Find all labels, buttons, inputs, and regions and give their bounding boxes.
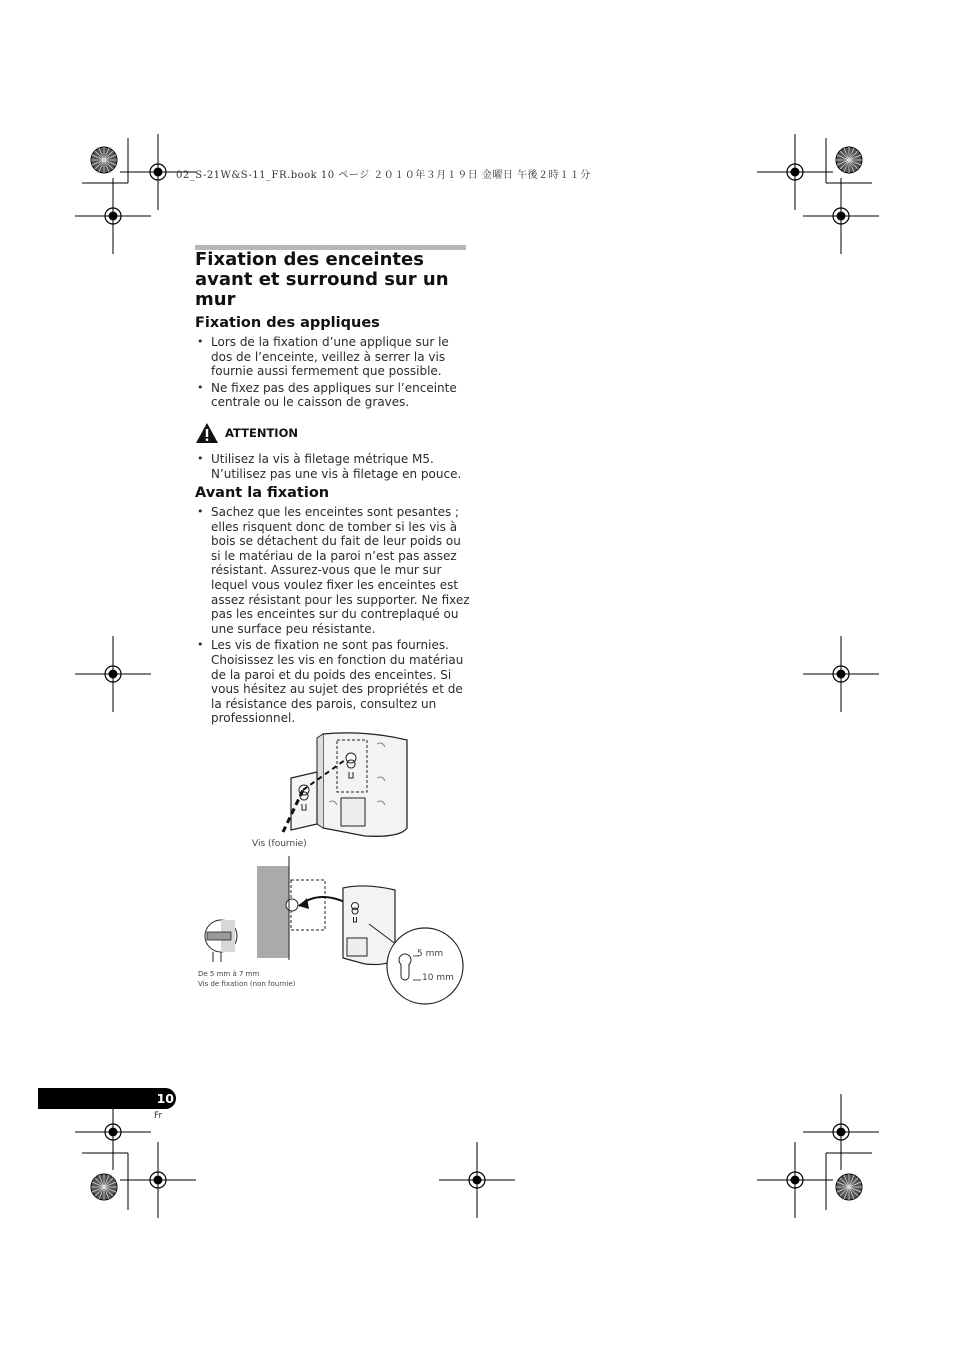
page-number: 10	[156, 1091, 174, 1106]
subsection-brackets	[195, 314, 470, 410]
subsection-heading: Fixation des appliques	[195, 315, 380, 331]
fixing-screw-caption: Vis de fixation (non fournie)	[198, 980, 296, 988]
keyhole-detail	[387, 928, 463, 1004]
caution-list	[195, 452, 470, 481]
color-target-icon	[91, 147, 117, 173]
registration-mark-icon	[803, 636, 879, 712]
screw-supplied-caption: Vis (fournie)	[252, 839, 307, 849]
warning-triangle-icon	[195, 422, 219, 444]
depth-caption: De 5 mm à 7 mm	[198, 970, 260, 978]
list-item: • Ne fixez pas des appliques sur l’enceinte centrale ou le caisson de graves.	[195, 381, 470, 410]
screw-section-drawing	[205, 920, 237, 962]
caution-label: ATTENTION	[225, 426, 298, 440]
print-meta-line: 02_S-21W&S-11_FR.book 10 ページ ２０１０年３月１９日 金曜日 午後２時１１分	[176, 170, 591, 181]
wall-drawing	[257, 856, 353, 960]
registration-mark-icon	[75, 636, 151, 712]
bullet-list	[195, 505, 470, 726]
registration-mark-icon	[803, 178, 879, 254]
list-item: • Utilisez la vis à filetage métrique M5. N’utilisez pas une vis à filetage en pouce.	[195, 452, 470, 481]
registration-mark-icon	[757, 1142, 833, 1218]
color-target-icon	[836, 147, 862, 173]
list-item: • Lors de la fixation d’une applique sur le dos de l’enceinte, veillez à serrer la vis fournie aussi fermement que possible.	[195, 335, 470, 379]
registration-mark-icon	[439, 1142, 515, 1218]
bullet-list	[195, 335, 470, 410]
mounting-illustration	[195, 728, 475, 1008]
subsection-before	[195, 484, 470, 726]
registration-mark-icon	[75, 178, 151, 254]
subsection-heading: Avant la fixation	[195, 485, 330, 501]
dimension-5mm: 5 mm	[417, 949, 444, 959]
list-item: • Les vis de fixation ne sont pas fournies. Choisissez les vis en fonction du matériau de la paroi et du poids des enceintes. Si vous hésitez au sujet des propriétés et de la résistance des parois, consultez un professionnel.	[195, 638, 470, 726]
section-title: Fixation des enceintes avant et surround sur un mur	[195, 249, 449, 310]
registration-mark-icon	[757, 134, 833, 210]
dimension-10mm: 10 mm	[422, 973, 454, 983]
registration-mark-icon	[120, 1142, 196, 1218]
color-target-icon	[91, 1174, 117, 1200]
language-code: Fr	[154, 1111, 163, 1121]
list-item: • Sachez que les enceintes sont pesantes ; elles risquent donc de tomber si les vis à bois se détachent du fait de leur poids ou si le matériau de la paroi n’est pas assez résistant. Assurez-vous que le mur sur lequel vous voulez fixer les enceintes est assez résistant pour les supporter. Ne fixez pas les enceintes sur du contreplaqué ou une surface peu résistante.	[195, 505, 470, 636]
speaker-back-drawing	[317, 733, 407, 836]
registration-mark-icon	[803, 1094, 879, 1170]
color-target-icon	[836, 1174, 862, 1200]
